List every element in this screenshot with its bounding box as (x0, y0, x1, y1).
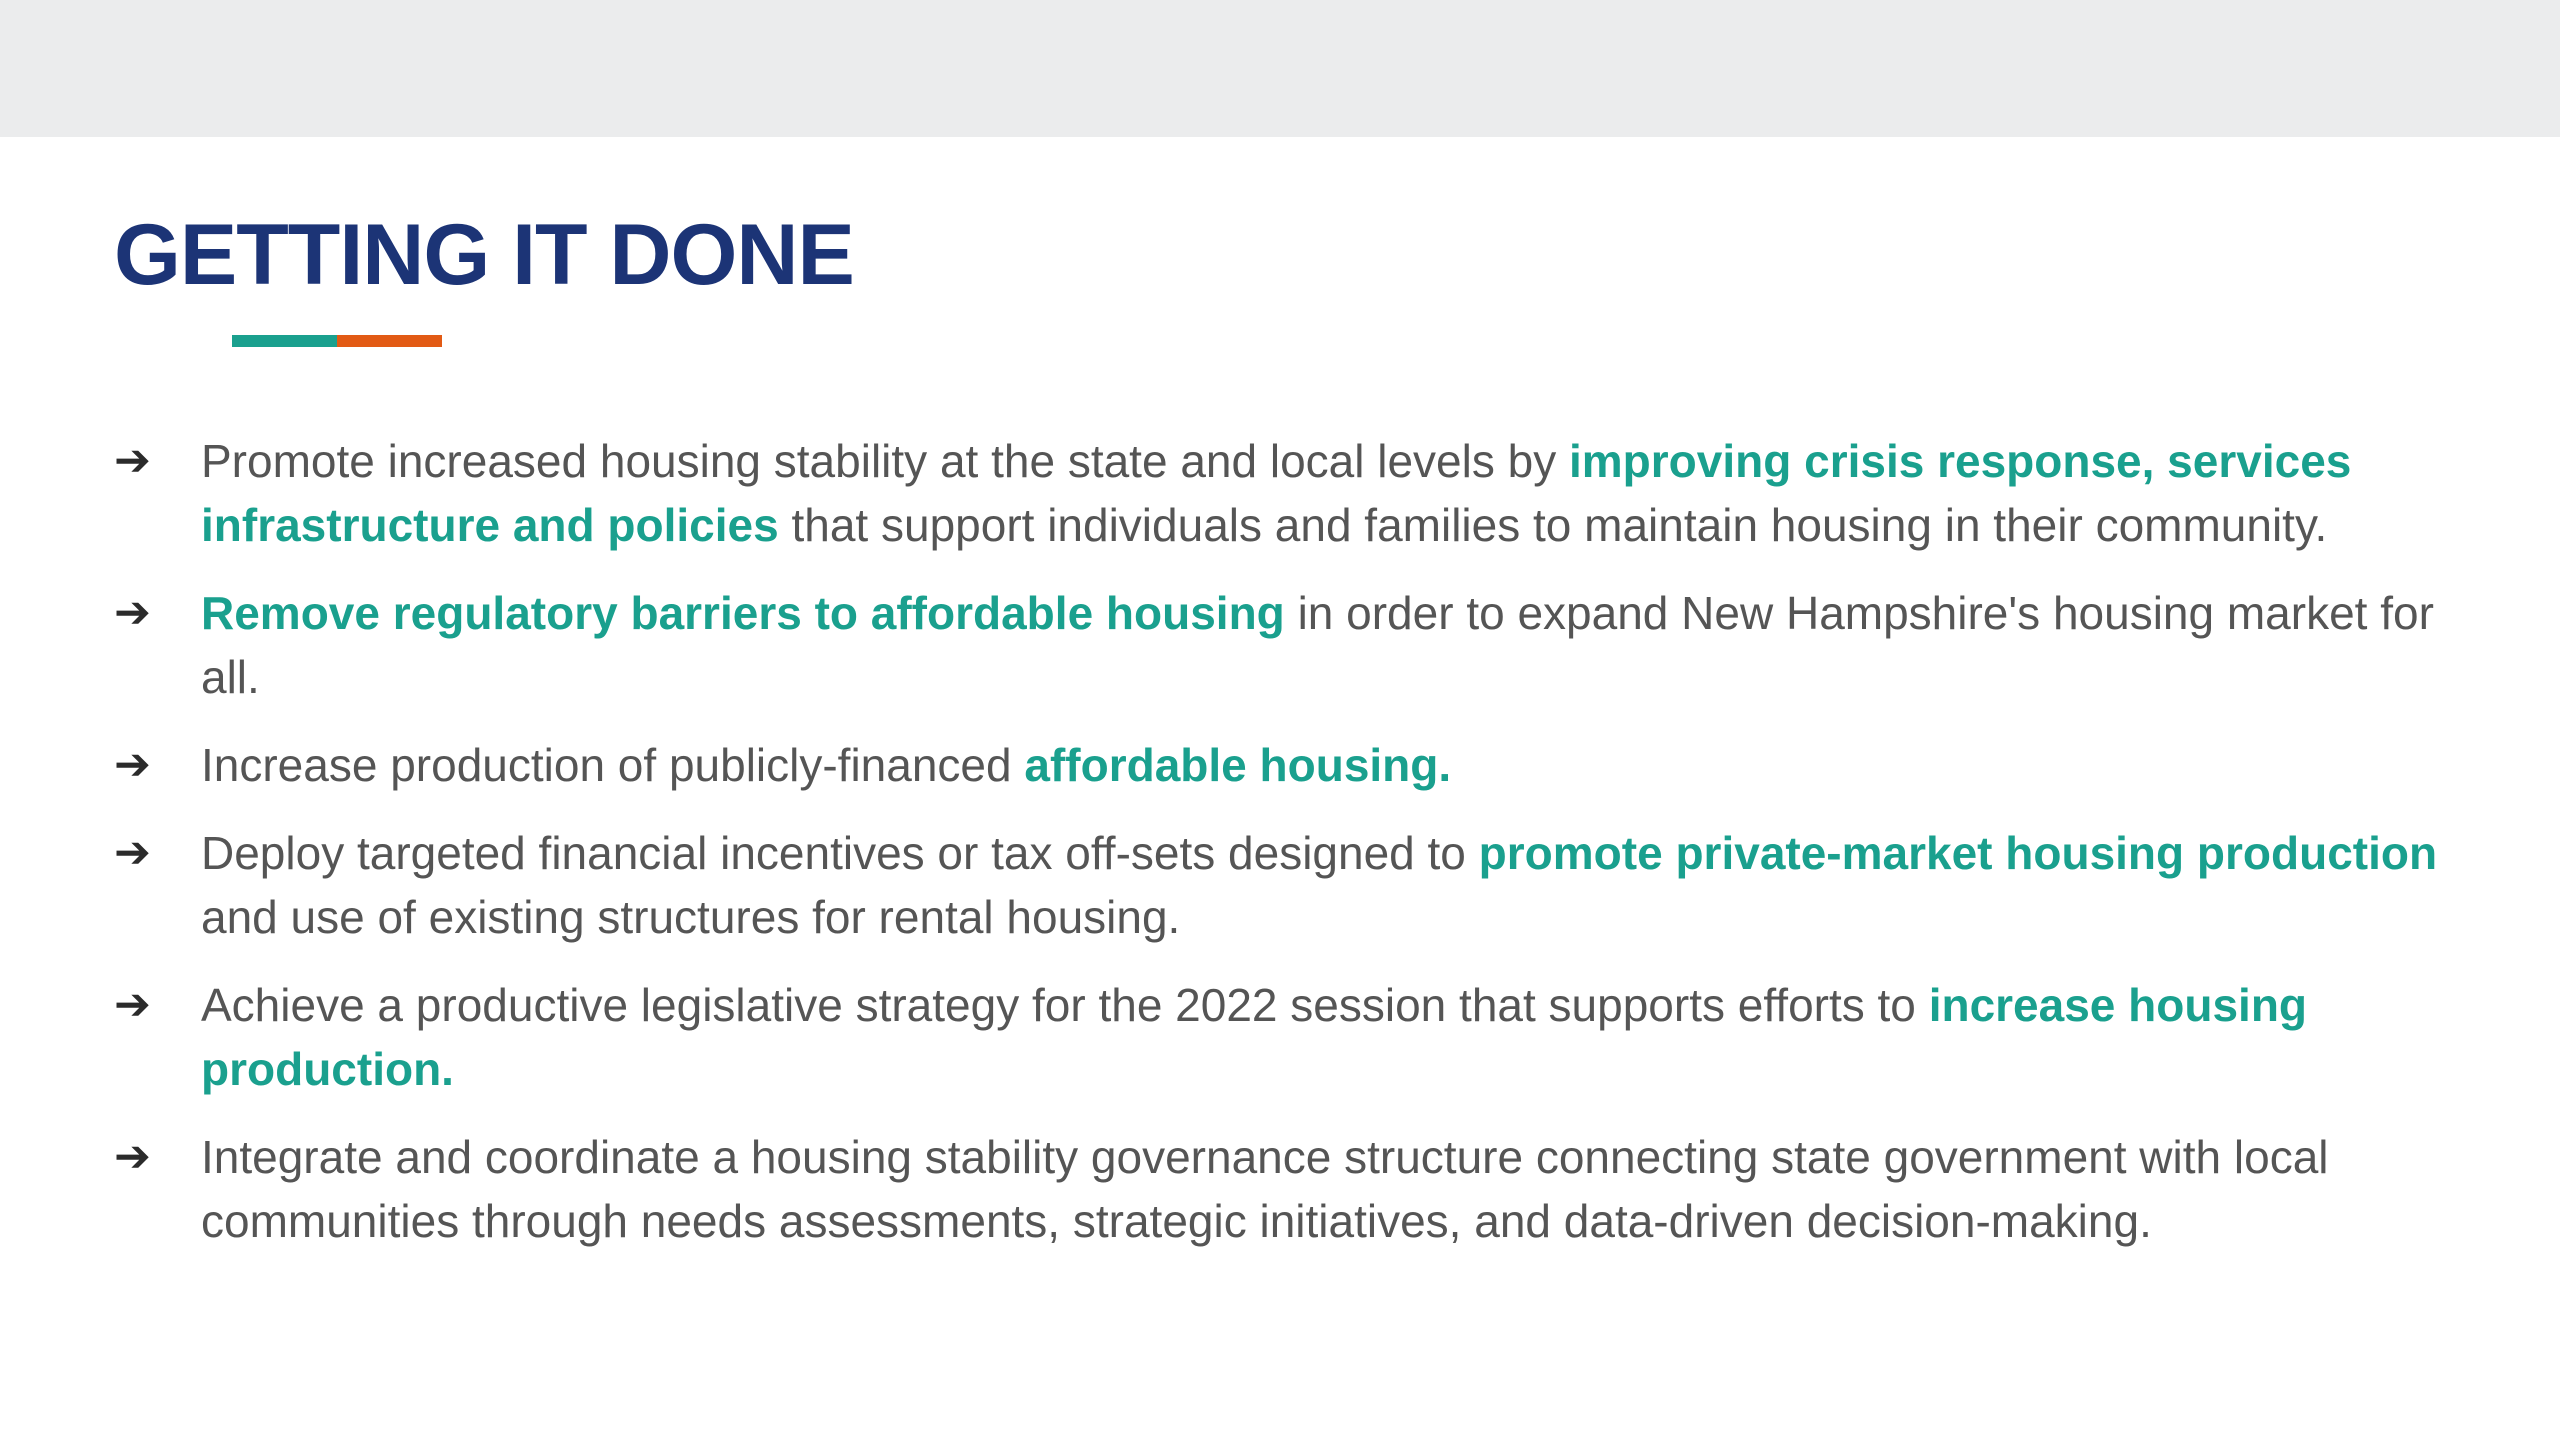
bullet-text-segment: and use of existing structures for rental housing. (201, 891, 1181, 943)
bullet-text-segment: Promote increased housing stability at the state and local levels by (201, 435, 1569, 487)
bullet-highlight: affordable housing. (1024, 739, 1452, 791)
bullet-item (114, 429, 2504, 557)
bullet-text (201, 739, 1451, 791)
bullet-text (201, 827, 2437, 943)
bullet-text-segment: in order to expand New Hampshire's housing market for all. (201, 587, 2434, 703)
right-arrow-icon: ➔ (114, 588, 151, 637)
top-band (0, 0, 2560, 137)
accent-teal-segment (232, 335, 337, 347)
bullet-text (201, 979, 2307, 1095)
bullet-highlight: Remove regulatory barriers to affordable housing (201, 587, 1285, 639)
bullet-item (114, 733, 2504, 797)
right-arrow-icon: ➔ (114, 436, 151, 485)
bullet-highlight: promote private-market housing production (1478, 827, 2438, 879)
bullet-item (114, 581, 2504, 709)
slide-title: GETTING IT DONE (114, 207, 854, 303)
right-arrow-icon: ➔ (114, 1132, 151, 1181)
bullet-text-segment: Achieve a productive legislative strategy for the 2022 session that supports efforts to (201, 979, 1929, 1031)
bullet-list (114, 429, 2504, 1277)
bullet-highlight: improving crisis response, services infrastructure and policies (201, 435, 2352, 551)
bullet-text (201, 435, 2351, 551)
bullet-highlight: increase housing production. (201, 979, 2308, 1095)
bullet-item (114, 973, 2504, 1101)
title-accent-bar (232, 335, 442, 347)
bullet-text-segment: that support individuals and families to maintain housing in their community. (778, 499, 2328, 551)
slide (0, 137, 2560, 1440)
bullet-item (114, 821, 2504, 949)
accent-orange-segment (337, 335, 442, 347)
bullet-text-segment: Increase production of publicly-financed (201, 739, 1025, 791)
right-arrow-icon: ➔ (114, 980, 151, 1029)
right-arrow-icon: ➔ (114, 828, 151, 877)
bullet-text (201, 1131, 2329, 1247)
bullet-text (201, 587, 2434, 703)
bullet-text-segment: Deploy targeted financial incentives or tax off-sets designed to (201, 827, 1479, 879)
bullet-item (114, 1125, 2504, 1253)
right-arrow-icon: ➔ (114, 740, 151, 789)
bullet-text-segment: Integrate and coordinate a housing stability governance structure connecting state government with local communities through needs assessments, strategic initiatives, and data-driven decision-making. (201, 1131, 2329, 1247)
